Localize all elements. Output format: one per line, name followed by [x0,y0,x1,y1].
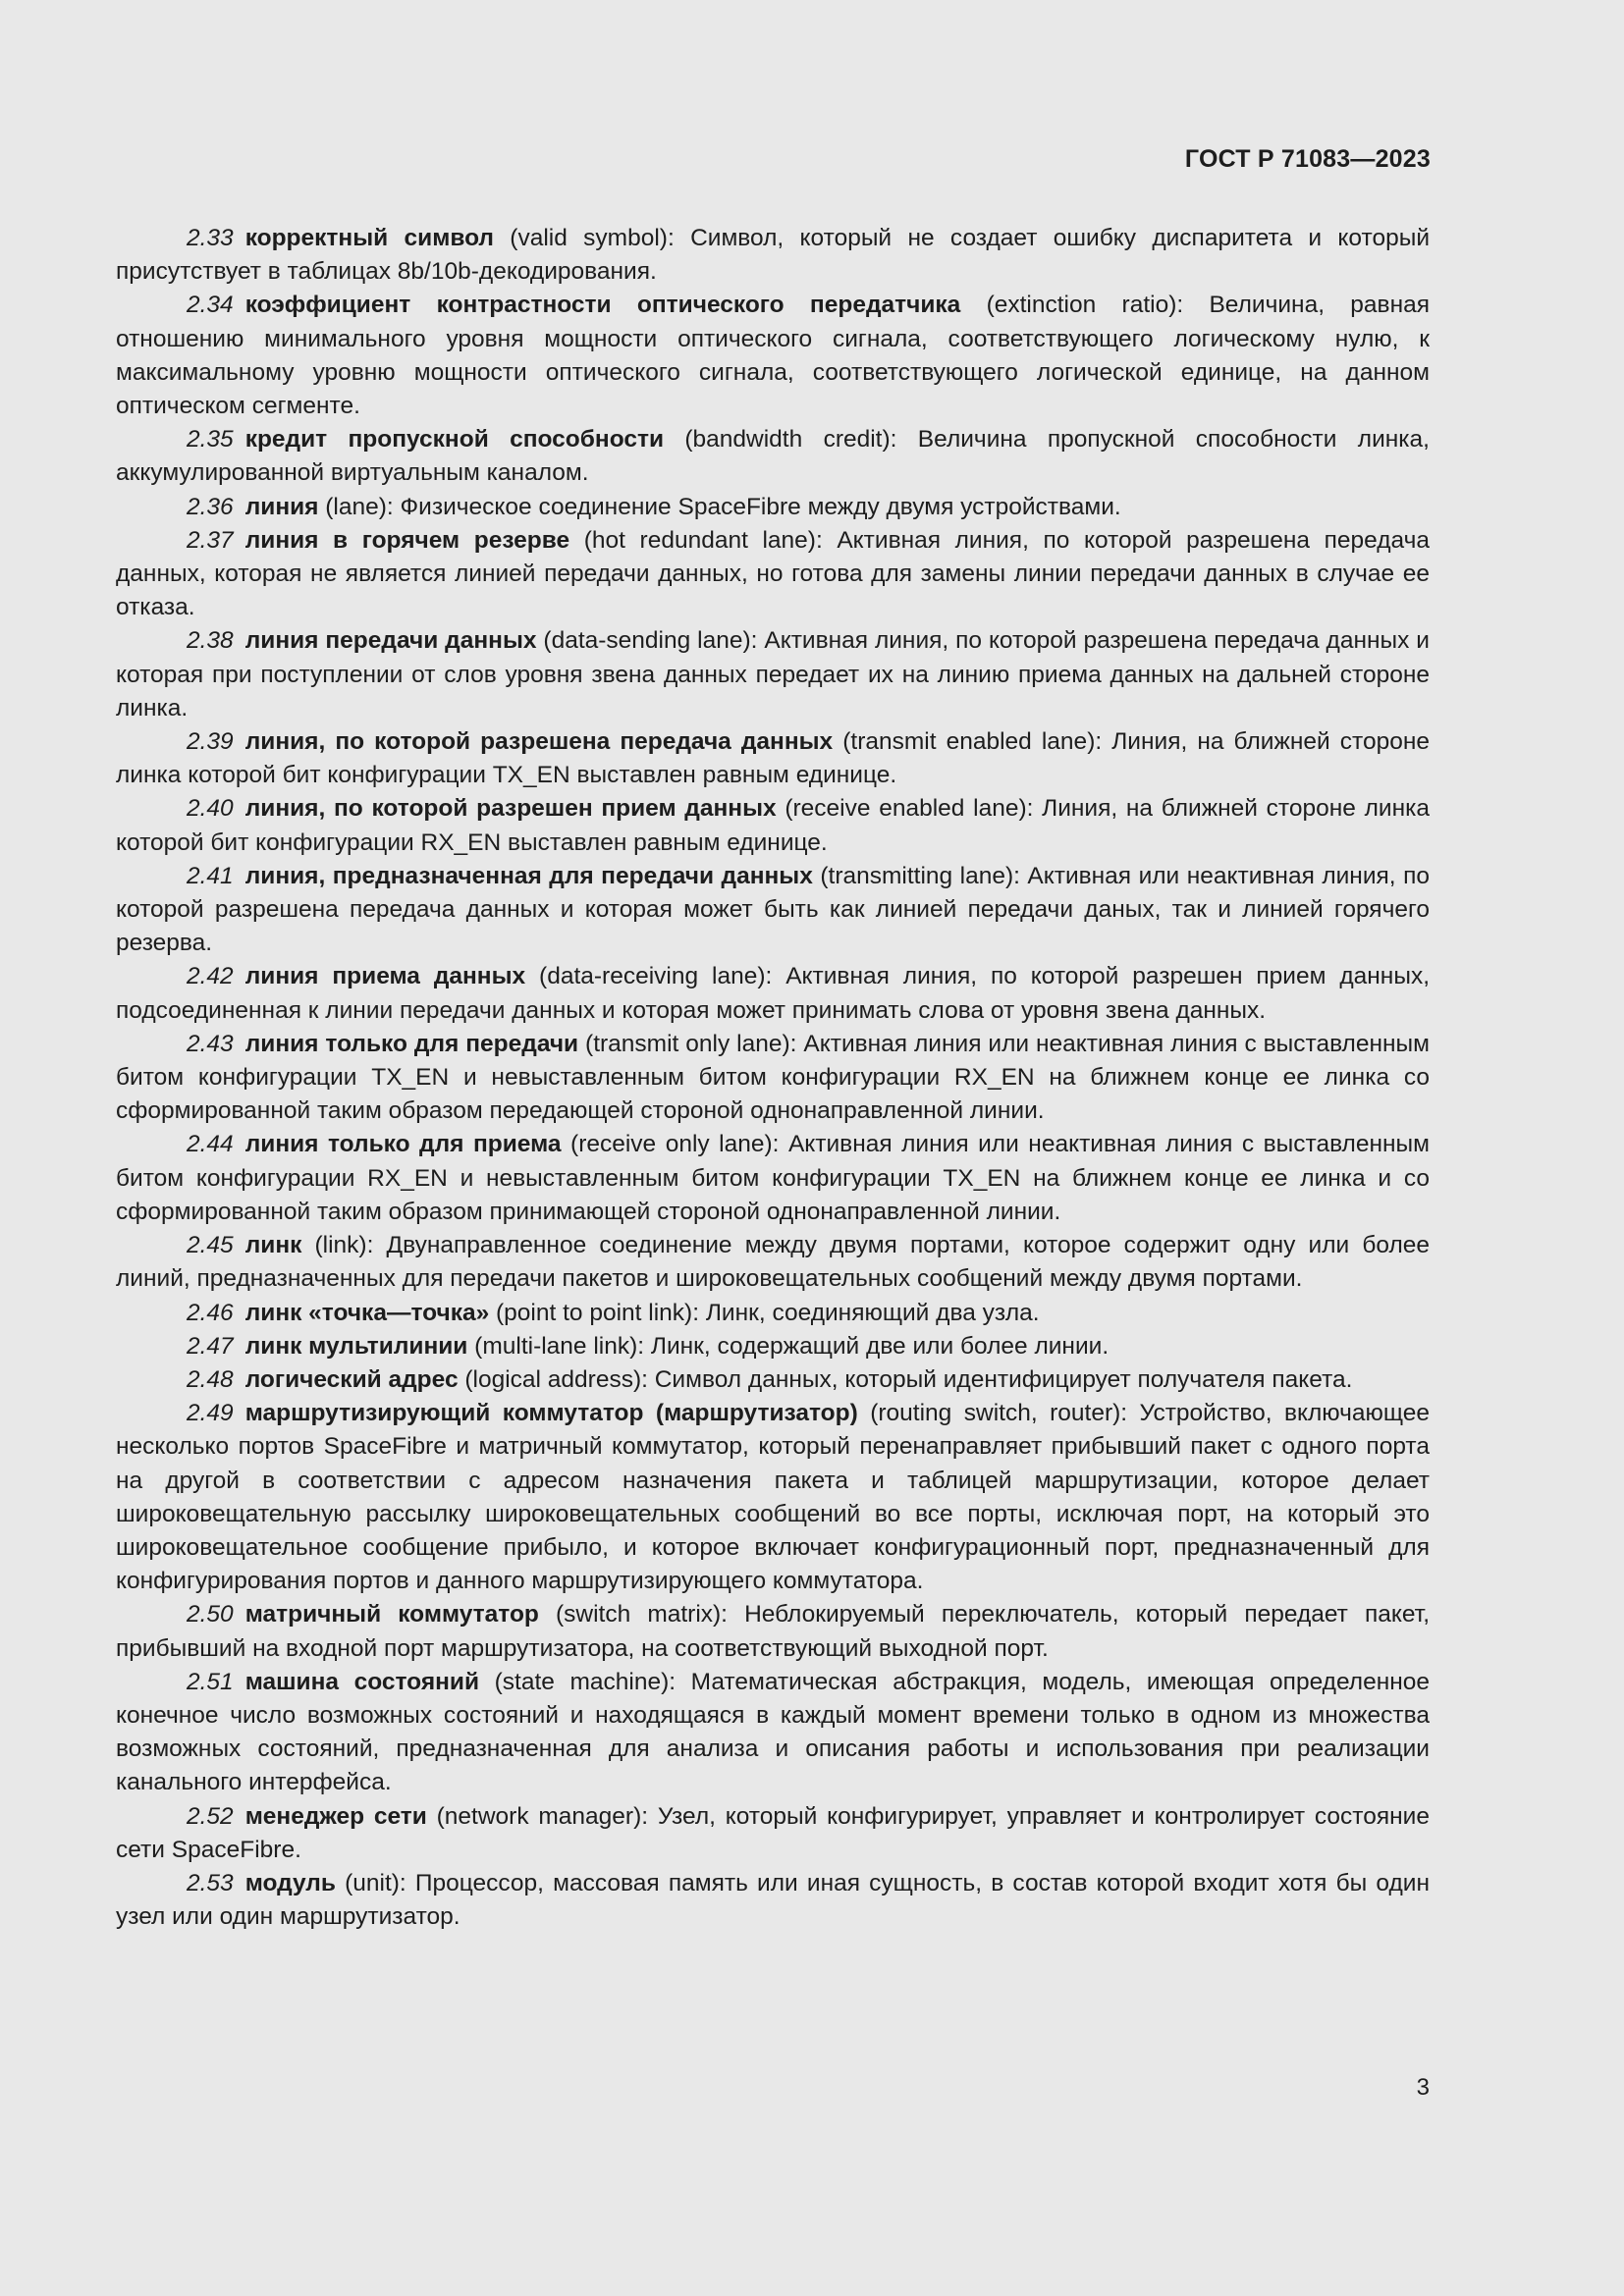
definition-term: машина состояний [244,1668,480,1695]
definition-2-37 [116,524,1430,625]
definition-text: (bandwidth credit): Величина пропускной способности линка, аккумулированной виртуальным каналом. [116,426,1430,487]
definition-number: 2.39 [187,728,234,756]
definition-2-41 [116,860,1430,961]
definition-text: (lane): Физическое соединение SpaceFibre между двумя устройствами. [318,493,1121,520]
definition-2-34 [116,289,1430,423]
definition-number: 2.35 [187,426,234,454]
definition-term: менеджер сети [244,1802,427,1830]
definition-number: 2.43 [187,1030,234,1057]
definition-text: (state machine): Математическая абстракция, модель, имеющая определенное конечное число возможных состояний и находящаяся в каждый момент времени только в одном из множества возможных состояний, предназначенная для анализа и описания работы и использования при реализации канального интерфейса. [116,1668,1431,1796]
definition-term: линк мультилинии [244,1332,468,1360]
definition-number: 2.40 [187,795,234,823]
definition-2-52 [116,1800,1430,1867]
definition-term: линия приема данных [244,963,526,990]
definition-text: (routing switch, router): Устройство, включающее несколько портов SpaceFibre и матричный коммутатор, который перенаправляет прибывший пакет с одного порта на другой в соответствии с адресом назначения пакета и таблицей маршрутизации, которое делает широковещательную рассылку широковещательных сообщений во все порты, исключая порт, на который это широковещательное сообщение прибыло, и которое включает конфигурационный порт, предназначенный для конфигурирования портов и данного маршрутизирующего коммутатора. [116,1400,1430,1595]
definition-text: (multi-lane link): Линк, содержащий две или более линии. [467,1332,1110,1360]
definition-text: (point to point link): Линк, соединяющий два узла. [489,1299,1040,1326]
definition-number: 2.49 [187,1400,234,1427]
definition-number: 2.34 [187,292,234,319]
definition-term: линк [244,1232,302,1259]
definition-number: 2.42 [187,963,234,990]
definition-text: (valid symbol): Символ, который не создает ошибку диспаритета и который присутствует в таблицах 8b/10b-декодирования. [116,225,1430,286]
document-header: ГОСТ Р 71083—2023 [1184,145,1431,173]
definition-term: линия, по которой разрешена передача данных [244,728,834,756]
definition-number: 2.51 [187,1668,234,1695]
definition-term: коэффициент контрастности оптического передатчика [244,292,961,319]
definition-2-43 [116,1028,1430,1129]
definition-text: (data-sending lane): Активная линия, по которой разрешена передача данных и которая при поступлении от слов уровня звена данных передает их на линию приема данных на дальней стороне линка. [116,627,1430,721]
definition-number: 2.37 [187,526,234,554]
definition-number: 2.53 [187,1869,234,1896]
definition-2-40 [116,792,1430,859]
page-number: 3 [1416,2074,1430,2101]
definition-2-44 [116,1128,1430,1229]
definition-2-33 [116,222,1430,289]
definition-2-47 [116,1330,1430,1363]
definition-number: 2.44 [187,1131,234,1158]
definition-text: (switch matrix): Неблокируемый переключатель, который передает пакет, прибывший на входной порт маршрутизатора, на соответствующий выходной порт. [116,1601,1430,1662]
definition-2-50 [116,1598,1430,1665]
definition-number: 2.38 [187,627,234,655]
definition-2-35 [116,423,1430,490]
definition-number: 2.48 [187,1365,234,1393]
definition-2-45 [116,1229,1430,1296]
definition-term: модуль [244,1869,336,1896]
definition-term: линия, предназначенная для передачи данных [244,862,813,889]
definition-term: маршрутизирующий коммутатор (маршрутизатор) [244,1400,858,1427]
definition-number: 2.45 [187,1232,234,1259]
definition-2-51 [116,1666,1430,1800]
definition-text: (receive only lane): Активная линия или неактивная линия с выставленным битом конфигурации RX_EN и невыставленным битом конфигурации TX_EN на ближнем конце ее линка и со сформированной таким образом принимающей стороной однонаправленной линии. [116,1131,1430,1225]
definition-term: линия в горячем резерве [244,526,570,554]
definition-term: кредит пропускной способности [244,426,665,454]
definition-number: 2.52 [187,1802,234,1830]
definition-text: (extinction ratio): Величина, равная отношению минимального уровня мощности оптического сигнала, соответствующего логическому нулю, к максимальному уровню мощности оптического сигнала, соответствующего логической единице, на данном оптическом сегменте. [116,292,1430,420]
definition-number: 2.41 [187,862,234,889]
definition-term: корректный символ [244,225,494,251]
definitions-list [116,222,1430,1934]
definition-text: (logical address): Символ данных, который идентифицирует получателя пакета. [458,1365,1353,1393]
definition-text: (transmit enabled lane): Линия, на ближней стороне линка которой бит конфигурации TX_EN выставлен равным единице. [116,728,1430,789]
definition-number: 2.47 [187,1332,234,1360]
definition-text: (data-receiving lane): Активная линия, по которой разрешен прием данных, подсоединенная к линии передачи данных и которая может принимать слова от уровня звена данных. [116,963,1430,1024]
definition-term: матричный коммутатор [244,1601,539,1629]
definition-number: 2.46 [187,1299,234,1326]
definition-term: линк «точка—точка» [244,1299,490,1326]
definition-text: (transmit only lane): Активная линия или неактивная линия с выставленным битом конфигурации TX_EN и невыставленным битом конфигурации RX_EN на ближнем конце ее линка со сформированной таким образом передающей стороной однонаправленной линии. [116,1030,1430,1125]
definition-2-49 [116,1397,1430,1598]
definition-2-46 [116,1297,1430,1330]
definition-2-36 [116,491,1430,524]
definition-text: (link): Двунаправленное соединение между двумя портами, которое содержит одну или более линий, предназначенных для передачи пакетов и широковещательных сообщений между двумя портами. [116,1232,1430,1293]
definition-term: линия передачи данных [244,627,537,655]
definition-term: логический адрес [244,1365,459,1393]
definition-term: линия, по которой разрешен прием данных [244,795,777,823]
definition-2-42 [116,960,1430,1027]
definition-text: (hot redundant lane): Активная линия, по которой разрешена передача данных, которая не является линией передачи данных, но готова для замены линии передачи данных в случае ее отказа. [116,526,1430,621]
definition-2-53 [116,1867,1430,1934]
definition-text: (unit): Процессор, массовая память или иная сущность, в состав которой входит хотя бы один узел или один маршрутизатор. [116,1869,1430,1931]
definition-number: 2.33 [187,225,234,251]
definition-2-38 [116,624,1430,725]
definition-text: (transmitting lane): Активная или неактивная линия, по которой разрешена передача данных и которая может быть как линией передачи даных, так и линией горячего резерва. [116,862,1430,957]
definition-2-39 [116,725,1430,792]
definition-number: 2.50 [187,1601,234,1629]
definition-term: линия [244,493,319,520]
definition-text: (network manager): Узел, который конфигурирует, управляет и контролирует состояние сети SpaceFibre. [116,1802,1430,1863]
definition-number: 2.36 [187,493,234,520]
definition-term: линия только для приема [244,1131,562,1158]
definition-text: (receive enabled lane): Линия, на ближней стороне линка которой бит конфигурации RX_EN выставлен равным единице. [116,795,1430,856]
definition-2-48 [116,1363,1430,1397]
definition-term: линия только для передачи [244,1030,579,1057]
